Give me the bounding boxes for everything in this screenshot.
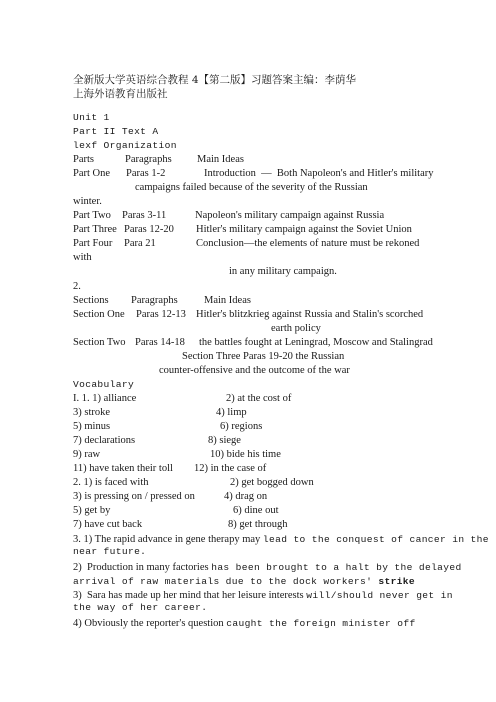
vocab-answer: I. 1. 1) alliance [73,393,137,404]
table1-paras: Paras 3-11 [122,210,167,221]
vocab-answer: 6) dine out [233,505,279,516]
vocab-answer: 2. 1) is faced with [73,477,149,488]
table2-idea-cont: Section Three Paras 19-20 the Russian [182,351,345,362]
vocab-answer: 7) have cut back [73,519,143,530]
table1-idea-cont: in any military campaign. [229,266,337,277]
table2-idea-cont: counter-offensive and the outcome of the war [159,365,350,376]
table1-paras: Paras 12-20 [124,224,174,235]
table1-paras: Para 21 [124,238,156,249]
table2-header-main-ideas: Main Ideas [204,295,251,306]
table1-part: Part Four [73,238,113,249]
doc-publisher: 上海外语教育出版社 [73,88,168,100]
table2-idea: the battles fought at Leningrad, Moscow and Stalingrad [199,337,433,348]
table1-part: Part Two [73,210,111,221]
part-heading: Part II Text A [73,126,159,137]
doc-title: 全新版大学英语综合教程 4【第二版】习题答案主编：李荫华 [73,74,357,86]
table2-idea: Hitler's blitzkrieg against Russia and Stalin's scorched [196,309,424,320]
vocab-answer: 2) get bogged down [230,477,314,488]
table1-header-paragraphs: Paragraphs [125,154,172,165]
sentence-answer: 3) Sara has made up her mind that her leisure interests will/should never get in [73,590,453,601]
table2-section: Section One [73,309,125,320]
sentence-answer: 2) Production in many factories has been brought to a halt by the delayed [73,562,462,573]
sentence-answer-cont: the way of her career. [73,602,208,613]
unit-heading: Unit 1 [73,112,110,123]
vocab-answer: 2) at the cost of [226,393,292,404]
vocab-answer: 12) in the case of [194,463,267,474]
table1-part: Part One [73,168,111,179]
table1-idea-cont: winter. [73,196,102,207]
table2-idea-cont: earth policy [271,323,321,334]
vocab-answer: 4) limp [216,407,247,418]
vocab-answer: 6) regions [220,421,263,432]
vocab-answer: 7) declarations [73,435,136,446]
table1-header-parts: Parts [73,154,94,165]
vocab-answer: 3) stroke [73,407,111,418]
table1-idea-cont: with [73,252,92,263]
table2-header-sections: Sections [73,295,109,306]
table1-header-main-ideas: Main Ideas [197,154,244,165]
item-number: 2. [73,281,81,292]
vocab-answer: 5) minus [73,421,111,432]
text-organization-heading: lexf Organization [73,140,177,151]
sentence-answer-cont: near future. [73,546,147,557]
table1-idea-cont: campaigns failed because of the severity of the Russian [135,182,368,193]
vocab-answer: 8) siege [208,435,241,446]
table2-paras: Paras 12-13 [136,309,186,320]
table1-idea: Napoleon's military campaign against Russia [195,210,385,221]
vocab-answer: 11) have taken their toll [73,463,173,474]
vocab-answer: 9) raw [73,449,101,460]
vocab-answer: 10) bide his time [210,449,281,460]
vocab-answer: 3) is pressing on / pressed on [73,491,195,502]
vocabulary-heading: Vocabulary [73,379,135,390]
table2-paras: Paras 14-18 [135,337,185,348]
table1-idea: Conclusion—the elements of nature must be rekoned [196,238,420,249]
table1-paras: Paras 1-2 [126,168,166,179]
table1-idea: Introduction — Both Napoleon's and Hitler's military [204,168,434,179]
table2-header-paragraphs: Paragraphs [131,295,178,306]
table2-section: Section Two [73,337,126,348]
table1-part: Part Three [73,224,117,235]
vocab-answer: 8) get through [228,519,288,530]
sentence-answer: 3. 1) The rapid advance in gene therapy may lead to the conquest of cancer in the [73,534,489,545]
vocab-answer: 4) drag on [224,491,268,502]
sentence-answer-cont: arrival of raw materials due to the dock workers' strike [73,576,416,587]
sentence-answer: 4) Obviously the reporter's question caught the foreign minister off [73,618,416,629]
vocab-answer: 5) get by [73,505,111,516]
table1-idea: Hitler's military campaign against the Soviet Union [196,224,412,235]
